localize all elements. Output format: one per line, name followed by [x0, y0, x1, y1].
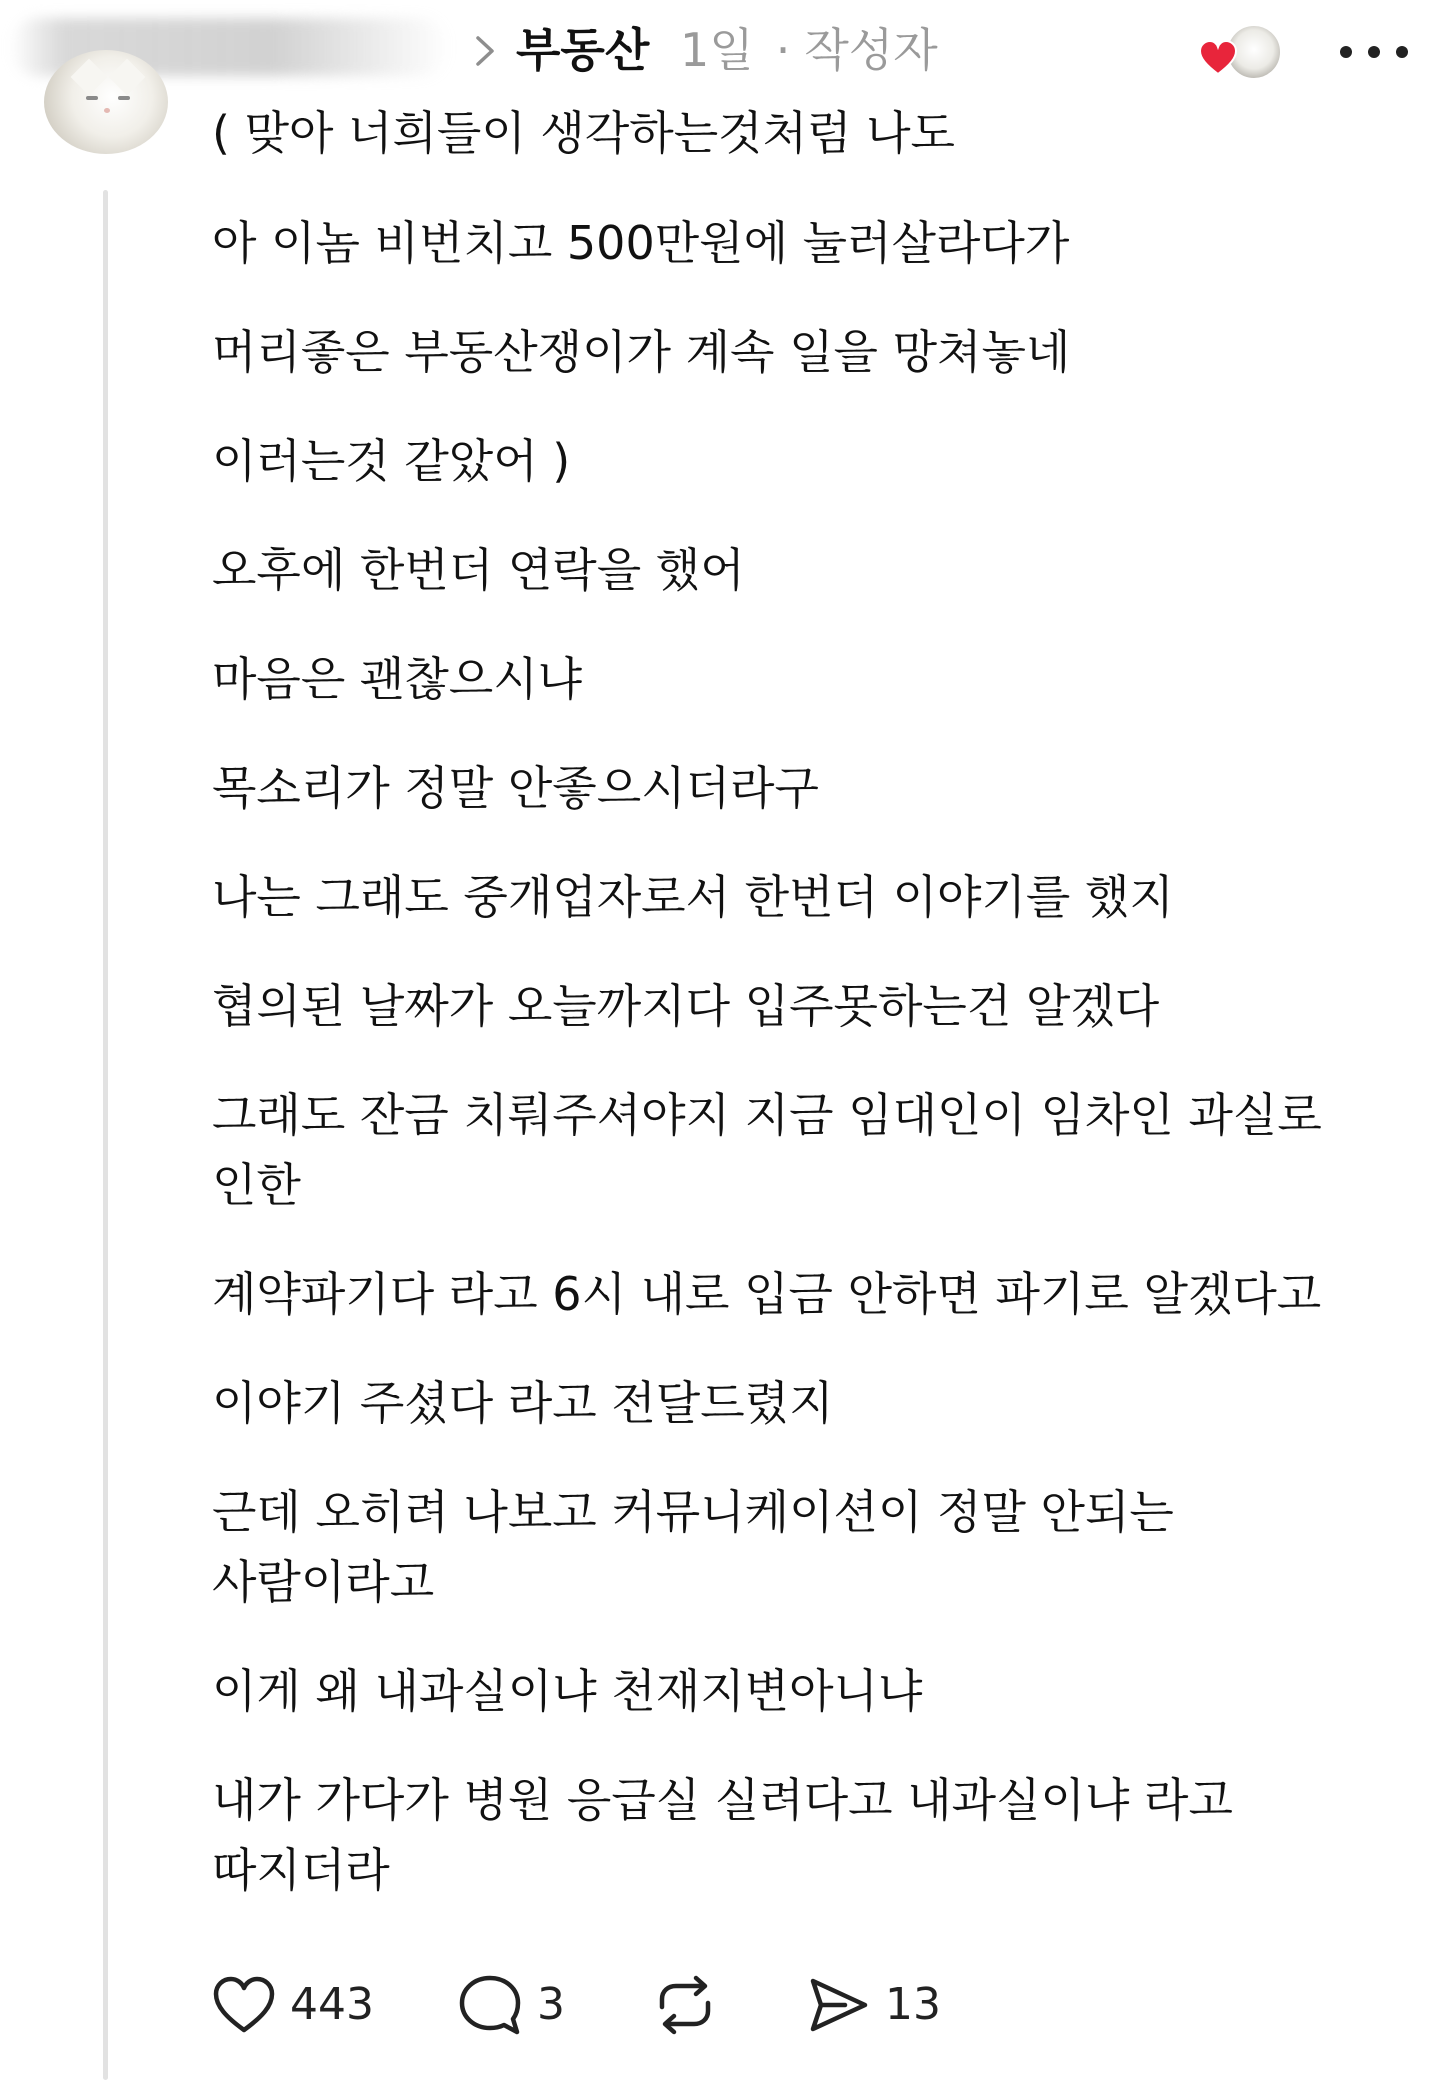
post-text-line: 오후에 한번더 연락을 했어 [212, 543, 745, 597]
heart-icon [212, 1975, 276, 2035]
post-text-line: 내가 가다가 병원 응급실 실려다고 내과실이냐 라고 따지더라 [212, 1773, 1233, 1897]
post-time: 1일 [680, 23, 754, 77]
post-text-line: 그래도 잔금 치뤄주셔야지 지금 임대인이 임차인 과실로 인한 [212, 1088, 1322, 1212]
author-tag: 작성자 [804, 23, 938, 77]
repost-icon [652, 1973, 718, 2037]
avatar-cat-ear [109, 59, 146, 96]
like-button[interactable] [212, 1966, 374, 2044]
post-text-line: 협의된 날짜가 오늘까지다 입주못하는건 알겠다 [212, 979, 1160, 1033]
post-meta [680, 18, 938, 82]
post-text-line: 목소리가 정말 안좋으시더라구 [212, 761, 819, 815]
liked-by-indicator[interactable] [1198, 24, 1280, 80]
comment-icon [457, 1973, 523, 2037]
reply-count: 3 [537, 1979, 565, 2030]
post-text-line: 이야기 주셨다 라고 전달드렸지 [212, 1376, 834, 1430]
meta-separator: · [775, 23, 791, 77]
share-icon [807, 1973, 871, 2037]
author-avatar[interactable] [44, 50, 168, 154]
heart-icon [1198, 40, 1238, 76]
post-text-line: ( 맞아 너희들이 생각하는것처럼 나도 [212, 106, 955, 160]
post-text-line: 이러는것 같았어 ) [212, 434, 571, 488]
post-text-line: 마음은 괜찮으시냐 [212, 652, 583, 706]
post-text-line: 아 이놈 비번치고 500만원에 눌러살라다가 [212, 216, 1070, 270]
action-bar [212, 1966, 1012, 2044]
chevron-right-icon [472, 34, 498, 68]
thread-line [103, 190, 108, 2080]
more-options-button[interactable] [1338, 36, 1410, 66]
post-body [212, 98, 1372, 1944]
more-horizontal-icon [1368, 46, 1380, 58]
repost-button[interactable] [652, 1966, 718, 2044]
avatar-cat-eye [118, 96, 130, 100]
post-text-line: 머리좋은 부동산쟁이가 계속 일을 망쳐놓네 [212, 325, 1071, 379]
more-horizontal-icon [1396, 46, 1408, 58]
post-text-line: 계약파기다 라고 6시 내로 입금 안하면 파기로 알겠다고 [212, 1267, 1322, 1321]
avatar-cat-ear [71, 59, 108, 96]
avatar-cat-nose [104, 108, 110, 113]
like-count: 443 [290, 1979, 374, 2030]
more-horizontal-icon [1340, 46, 1352, 58]
post-text-line: 나는 그래도 중개업자로서 한번더 이야기를 했지 [212, 870, 1174, 924]
reply-button[interactable] [457, 1966, 565, 2044]
community-name[interactable]: 부동산 [516, 23, 650, 77]
avatar-cat-eye [86, 96, 98, 100]
post-text-line: 이게 왜 내과실이냐 천재지변아니냐 [212, 1664, 923, 1718]
share-button[interactable] [807, 1966, 941, 2044]
share-count: 13 [885, 1979, 941, 2030]
post-text-line: 근데 오히려 나보고 커뮤니케이션이 정말 안되는 사람이라고 [212, 1485, 1174, 1609]
